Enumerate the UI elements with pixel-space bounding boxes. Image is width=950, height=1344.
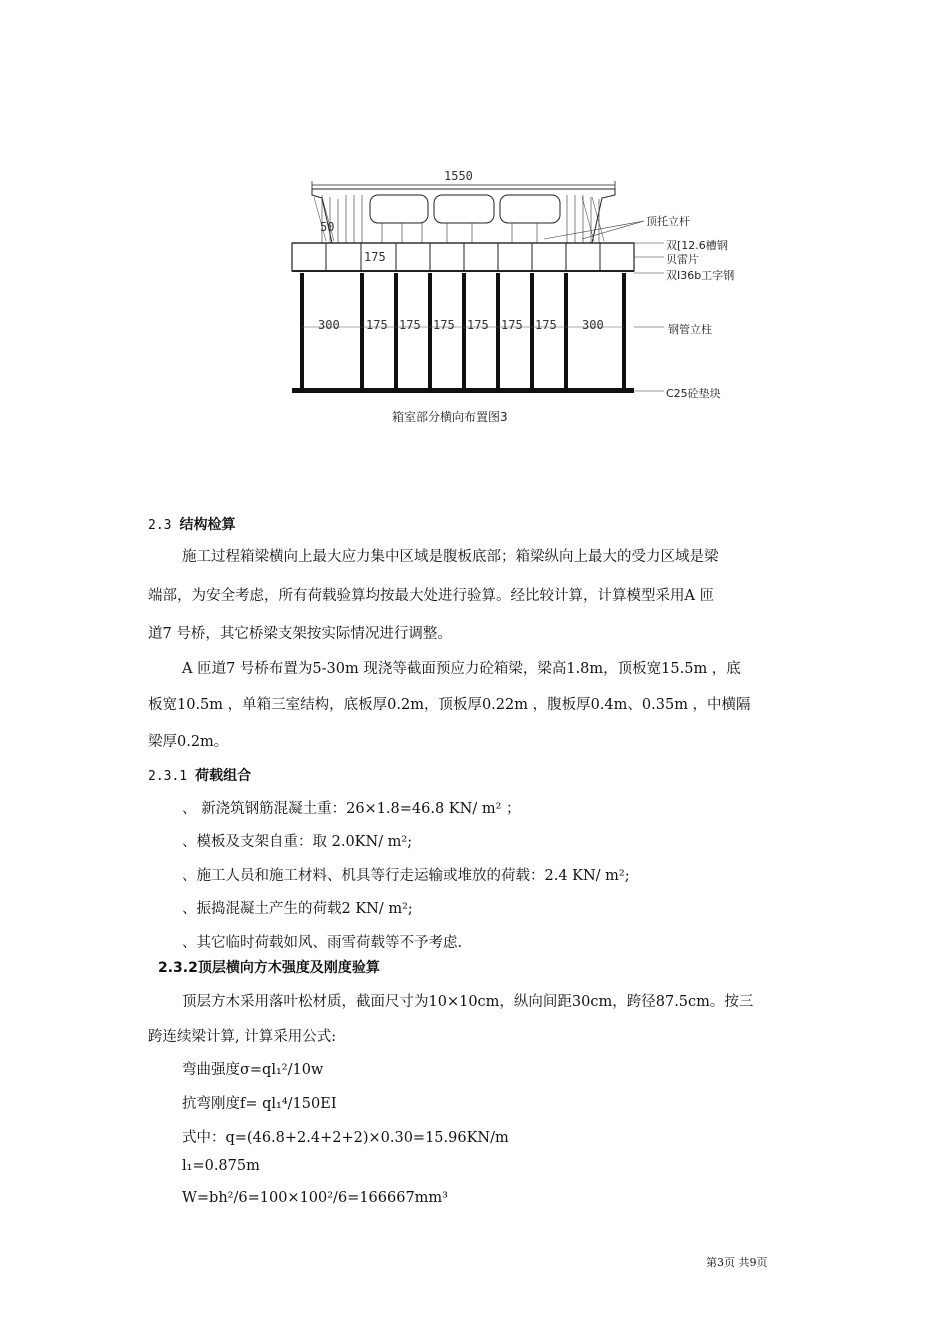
dim-col-5: 175 <box>467 318 489 332</box>
load-item-4: 、振捣混凝土产生的荷载2 KN/ m²; <box>182 901 413 917</box>
dim-col-7: 175 <box>535 318 557 332</box>
formula-bending-strength: 弯曲强度σ=ql₁²/10w <box>182 1062 324 1078</box>
load-item-3: 、施工人员和施工材料、机具等行走运输或堆放的荷载：2.4 KN/ m²; <box>182 868 630 884</box>
section-2-3-heading <box>148 514 235 534</box>
label-channel-steel: 双[12.6槽钢 <box>666 239 728 252</box>
label-i-beam: 双I36b工字钢 <box>666 269 735 282</box>
section-title: 结构检算 <box>179 517 236 533</box>
dim-top-spacing: 50 <box>320 220 335 234</box>
paragraph-1-line-3: 道7 号桥，其它桥梁支架按实际情况进行调整。 <box>148 626 452 642</box>
dim-col-8: 300 <box>582 318 604 332</box>
section-number: 2.3 <box>148 518 172 533</box>
dim-col-3: 175 <box>399 318 421 332</box>
page-footer: 第3页 共9页 <box>706 1256 768 1269</box>
label-top-prop: 顶托立杆 <box>646 215 690 228</box>
section-2-3-2-heading: 2.3.2顶层横向方木强度及刚度验算 <box>158 960 380 976</box>
paragraph-1-line-2: 端部，为安全考虑，所有荷载验算均按最大处进行验算。经比较计算，计算模型采用A 匝 <box>148 588 715 604</box>
label-pad: C25砼垫块 <box>666 387 721 400</box>
section-number: 2.3.1 <box>148 769 188 784</box>
section-2-3-1-heading <box>148 765 251 785</box>
paragraph-1-line-1: 施工过程箱梁横向上最大应力集中区域是腹板底部；箱梁纵向上最大的受力区域是梁 <box>182 549 719 565</box>
section-title: 荷载组合 <box>195 768 252 784</box>
label-bailey: 贝雷片 <box>666 253 699 266</box>
load-item-1: 、 新浇筑钢筋混凝土重：26×1.8=46.8 KN/ m² ； <box>182 801 521 817</box>
load-item-2: 、模板及支架自重：取 2.0KN/ m²; <box>182 834 413 850</box>
formula-flexural-stiffness: 抗弯刚度f= ql₁⁴/150EI <box>182 1096 337 1112</box>
dim-col-4: 175 <box>433 318 455 332</box>
figure-caption: 箱室部分横向布置图3 <box>392 410 508 424</box>
dim-col-6: 175 <box>501 318 523 332</box>
dim-col-2: 175 <box>366 318 388 332</box>
paragraph-2-line-1: A 匝道7 号桥布置为5-30m 现浇等截面预应力砼箱梁，梁高1.8m，顶板宽15.5m ，底 <box>182 661 741 677</box>
load-item-5: 、其它临时荷载如风、雨雪荷载等不予考虑. <box>182 935 463 951</box>
paragraph-2-line-3: 梁厚0.2m。 <box>148 734 229 750</box>
paragraph-3-line-1: 顶层方木采用落叶松材质，截面尺寸为10×10cm，纵向间距30cm，跨径87.5cm。按三 <box>182 994 754 1010</box>
dim-col-1: 300 <box>318 318 340 332</box>
formula-load-q: 式中：q=(46.8+2.4+2+2)×0.30=15.96KN/m <box>182 1130 509 1146</box>
paragraph-3-line-2: 跨连续梁计算, 计算采用公式: <box>148 1029 337 1045</box>
paragraph-2-line-2: 板宽10.5m ，单箱三室结构，底板厚0.2m，顶板厚0.22m ，腹板厚0.4m、0.35m ，中横隔 <box>148 697 751 713</box>
label-steel-column: 钢管立柱 <box>668 323 712 336</box>
cross-section-figure <box>282 155 762 435</box>
dim-total-width: 1550 <box>444 169 473 183</box>
formula-section-modulus: W=bh²/6=100×100²/6=166667mm³ <box>182 1190 448 1206</box>
formula-span-l1: l₁=0.875m <box>182 1158 260 1174</box>
dim-mid-spacing: 175 <box>364 250 386 264</box>
